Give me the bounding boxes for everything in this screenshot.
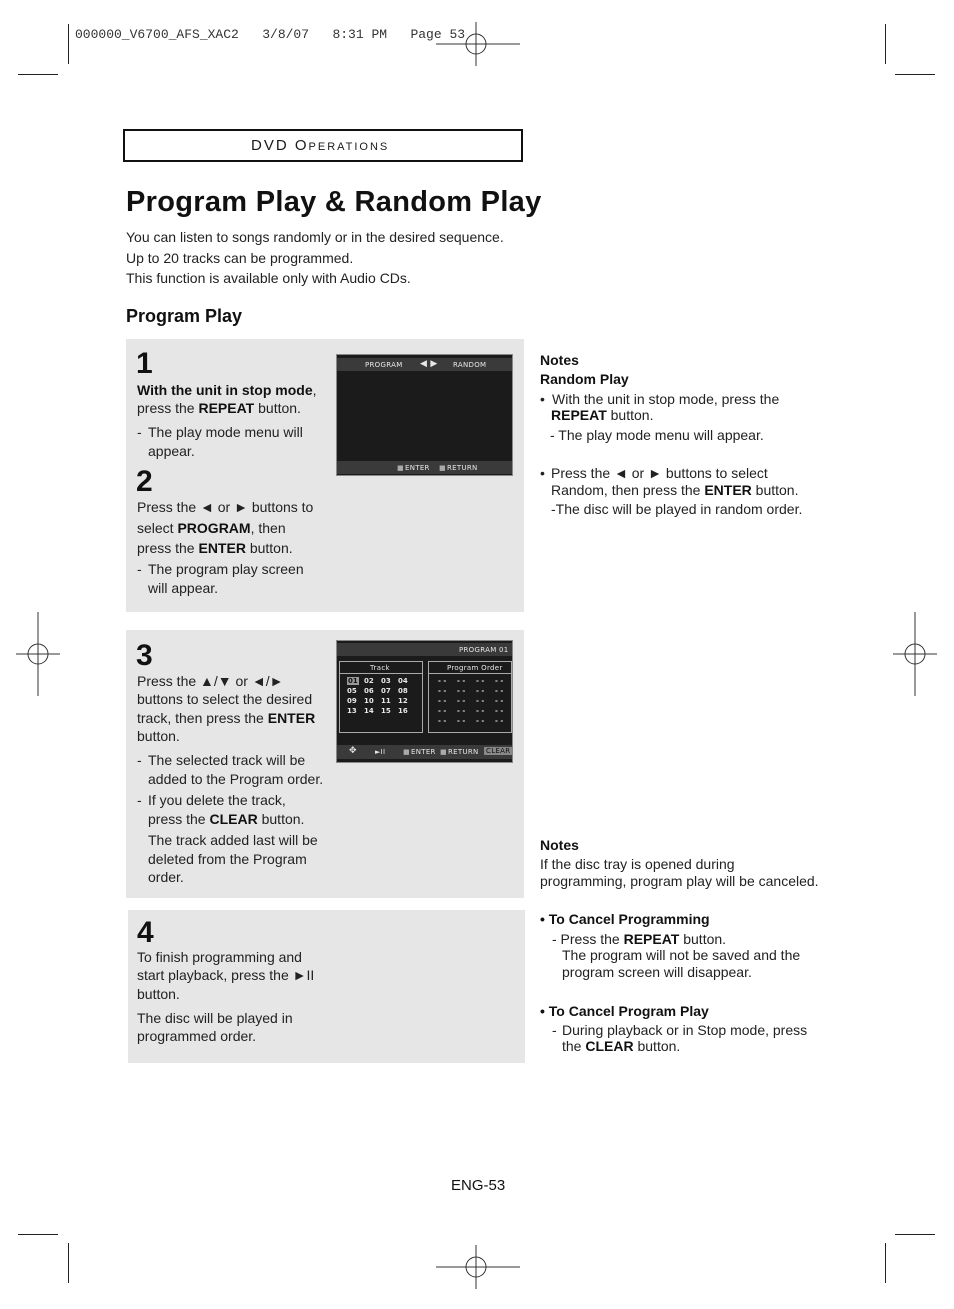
screen-random-option: RANDOM <box>453 361 487 369</box>
section-label-small: PERATIONS <box>308 141 390 153</box>
notes-text: Random, then press the ENTER button. <box>551 482 799 498</box>
crop-mark <box>18 1234 58 1235</box>
crop-mark <box>885 1243 886 1283</box>
program-slot: - - <box>476 687 485 695</box>
steps-panel-3 <box>128 910 525 1063</box>
step3-dash-item: press the CLEAR button. <box>148 811 305 827</box>
step-number: 2 <box>136 465 153 498</box>
track-cell[interactable]: 11 <box>381 697 391 705</box>
track-cell[interactable]: 12 <box>398 697 408 705</box>
subheading: Program Play <box>126 306 243 326</box>
program-slot: - - <box>438 687 447 695</box>
crop-mark <box>18 74 58 75</box>
track-cell[interactable]: 07 <box>381 687 391 695</box>
notes-text: - The play mode menu will appear. <box>550 427 764 443</box>
step3-dash-item: If you delete the track, <box>148 792 286 808</box>
notes-text: the CLEAR button. <box>562 1038 681 1054</box>
track-cell[interactable]: 01 <box>348 677 358 685</box>
program-slot: - - <box>438 697 447 705</box>
notes-text: program screen will disappear. <box>562 964 752 980</box>
registration-mark <box>436 1245 520 1289</box>
cancel-program-play-heading: • To Cancel Program Play <box>540 1003 709 1019</box>
program-slot: - - <box>438 707 447 715</box>
step-number: 1 <box>136 347 153 380</box>
notes-heading: Notes <box>540 352 579 368</box>
step3-text: Press the ▲/▼ or ◄/► <box>137 673 284 689</box>
track-cell[interactable]: 03 <box>381 677 391 685</box>
step4-text: The disc will be played in <box>137 1010 293 1026</box>
bullet-icon: • <box>540 465 545 481</box>
crop-mark <box>68 1243 69 1283</box>
track-cell[interactable]: 13 <box>347 707 357 715</box>
step3-dash-item: order. <box>148 869 184 885</box>
enter-icon: ■ <box>397 464 404 472</box>
step-number: 3 <box>136 639 153 672</box>
step-number: 4 <box>137 916 154 949</box>
notes-text: programming, program play will be canceled. <box>540 873 819 889</box>
notes-heading: Notes <box>540 837 579 853</box>
crop-mark <box>885 24 886 64</box>
track-cell[interactable]: 10 <box>364 697 374 705</box>
notes-subheading: Random Play <box>540 371 629 387</box>
program-slot: - - <box>495 707 504 715</box>
program-slot: - - <box>476 717 485 725</box>
section-label: DVD O <box>251 137 309 154</box>
play-mode-menu-screen <box>336 354 513 476</box>
track-cell[interactable]: 08 <box>398 687 408 695</box>
program-slot: - - <box>457 687 466 695</box>
step2-text: press the ENTER button. <box>137 540 293 556</box>
track-cell[interactable]: 06 <box>364 687 374 695</box>
program-slot: - - <box>495 717 504 725</box>
steps-panel-1: 1 With the unit in stop mode, press the REPEAT button. - The play mode menu will appear. 2 Press the ◄ or ► buttons to select PROGRAM, then press the ENTER button. - The program play screen will appear. PROGRAM ◀ ▶ RANDOM ■ ENTER ■ RETURN <box>126 339 524 612</box>
program-slot: - - <box>495 677 504 685</box>
step3-dash-item: The selected track will be <box>148 752 306 768</box>
program-screen <box>336 640 513 763</box>
notes-text: During playback or in Stop mode, press <box>562 1022 808 1038</box>
program-slot: - - <box>457 717 466 725</box>
program-slot: - - <box>495 697 504 705</box>
program-order-label: Program Order <box>447 664 503 672</box>
print-slug: 000000_V6700_AFS_XAC2 3/8/07 8:31 PM Page 53 <box>75 27 466 42</box>
notes-text: The program will not be saved and the <box>562 947 801 963</box>
step2-dash-item: The program play screen <box>148 561 304 577</box>
dpad-icon: ✥ <box>349 746 357 756</box>
registration-mark <box>16 612 60 696</box>
play-pause-icon: ►II <box>375 748 386 756</box>
screen-enter-label: ENTER <box>411 748 436 756</box>
step4-text: programmed order. <box>137 1028 257 1044</box>
track-cell[interactable]: 09 <box>347 697 357 705</box>
bullet-icon: • <box>540 391 545 407</box>
notes-text: REPEAT button. <box>551 407 654 423</box>
screen-clear-label: CLEAR <box>486 747 511 755</box>
crop-mark <box>895 74 935 75</box>
track-cell[interactable]: 15 <box>381 707 391 715</box>
step3-text: buttons to select the desired <box>137 691 313 707</box>
registration-mark <box>893 612 937 696</box>
step3-dash-item: added to the Program order. <box>148 771 324 787</box>
screen-return-label: RETURN <box>448 748 479 756</box>
track-cell[interactable]: 05 <box>347 687 357 695</box>
step1-dash-item: appear. <box>148 443 195 459</box>
step3-text: button. <box>137 728 180 744</box>
program-slot: - - <box>476 697 485 705</box>
screen-return-label: RETURN <box>447 464 478 472</box>
enter-icon: ■ <box>403 748 410 756</box>
step4-text: start playback, press the ►II <box>137 967 315 983</box>
notes-text: -The disc will be played in random order. <box>551 501 803 517</box>
program-slot: - - <box>476 677 485 685</box>
track-cell[interactable]: 14 <box>364 707 374 715</box>
left-right-arrows-icon: ◀ ▶ <box>420 359 438 369</box>
notes-text: With the unit in stop mode, press the <box>552 391 780 407</box>
screen-enter-label: ENTER <box>405 464 430 472</box>
section-header <box>123 129 523 162</box>
step2-text: Press the ◄ or ► buttons to <box>137 499 314 515</box>
step2-text: select PROGRAM, then <box>137 520 286 536</box>
step4-text: button. <box>137 986 180 1002</box>
program-slot: - - <box>438 717 447 725</box>
step1-text: press the REPEAT button. <box>137 400 301 416</box>
intro-line: This function is available only with Audio CDs. <box>126 270 411 286</box>
program-slot: - - <box>476 707 485 715</box>
program-slot: - - <box>438 677 447 685</box>
program-slot: - - <box>495 687 504 695</box>
page-number: ENG-53 <box>451 1177 506 1194</box>
notes-text: - Press the REPEAT button. <box>552 931 727 947</box>
step4-text: To finish programming and <box>137 949 302 965</box>
step3-dash-item: deleted from the Program <box>148 851 307 867</box>
return-icon: ■ <box>440 748 447 756</box>
intro-line: You can listen to songs randomly or in the desired sequence. <box>126 229 504 245</box>
step3-dash-item: The track added last will be <box>148 832 318 848</box>
program-slot: - - <box>457 697 466 705</box>
crop-mark <box>68 24 69 64</box>
crop-mark <box>895 1234 935 1235</box>
step3-text: track, then press the ENTER <box>137 710 316 726</box>
page-title: Program Play & Random Play <box>126 186 542 218</box>
notes-text: If the disc tray is opened during <box>540 856 735 872</box>
track-cell[interactable]: 02 <box>364 677 374 685</box>
program-slot: - - <box>457 707 466 715</box>
return-icon: ■ <box>439 464 446 472</box>
notes-text: Press the ◄ or ► buttons to select <box>551 465 768 481</box>
step1-text: With the unit in stop mode, <box>137 382 317 398</box>
steps-panel-2: 3 Press the ▲/▼ or ◄/► buttons to select the desired track, then press the ENTER button. - The selected track will be added to the Program order. - If you delete the track, press the CLEAR button. The track added last will be deleted from the Program order. PROGRAM 01 Track Program Order 01 02 03 04 05 06 07 08 09 10 11 12 13 14 15 16 - - - - - - - - - - - - - - - - - - - - - - - - - - - - - - - - - - - - - - - - ✥ ►II ■ ENTER ■ RETURN CLEAR <box>126 630 524 898</box>
track-cell[interactable]: 04 <box>398 677 408 685</box>
track-cell[interactable]: 16 <box>398 707 408 715</box>
track-label: Track <box>370 664 390 672</box>
screen-program-option: PROGRAM <box>365 361 403 369</box>
step2-dash-item: will appear. <box>148 580 219 596</box>
intro-line: Up to 20 tracks can be programmed. <box>126 250 354 266</box>
step1-dash-item: The play mode menu will <box>148 424 303 440</box>
program-slot: - - <box>457 677 466 685</box>
cancel-programming-heading: • To Cancel Programming <box>540 911 710 927</box>
program-screen-title: PROGRAM 01 <box>459 646 509 654</box>
